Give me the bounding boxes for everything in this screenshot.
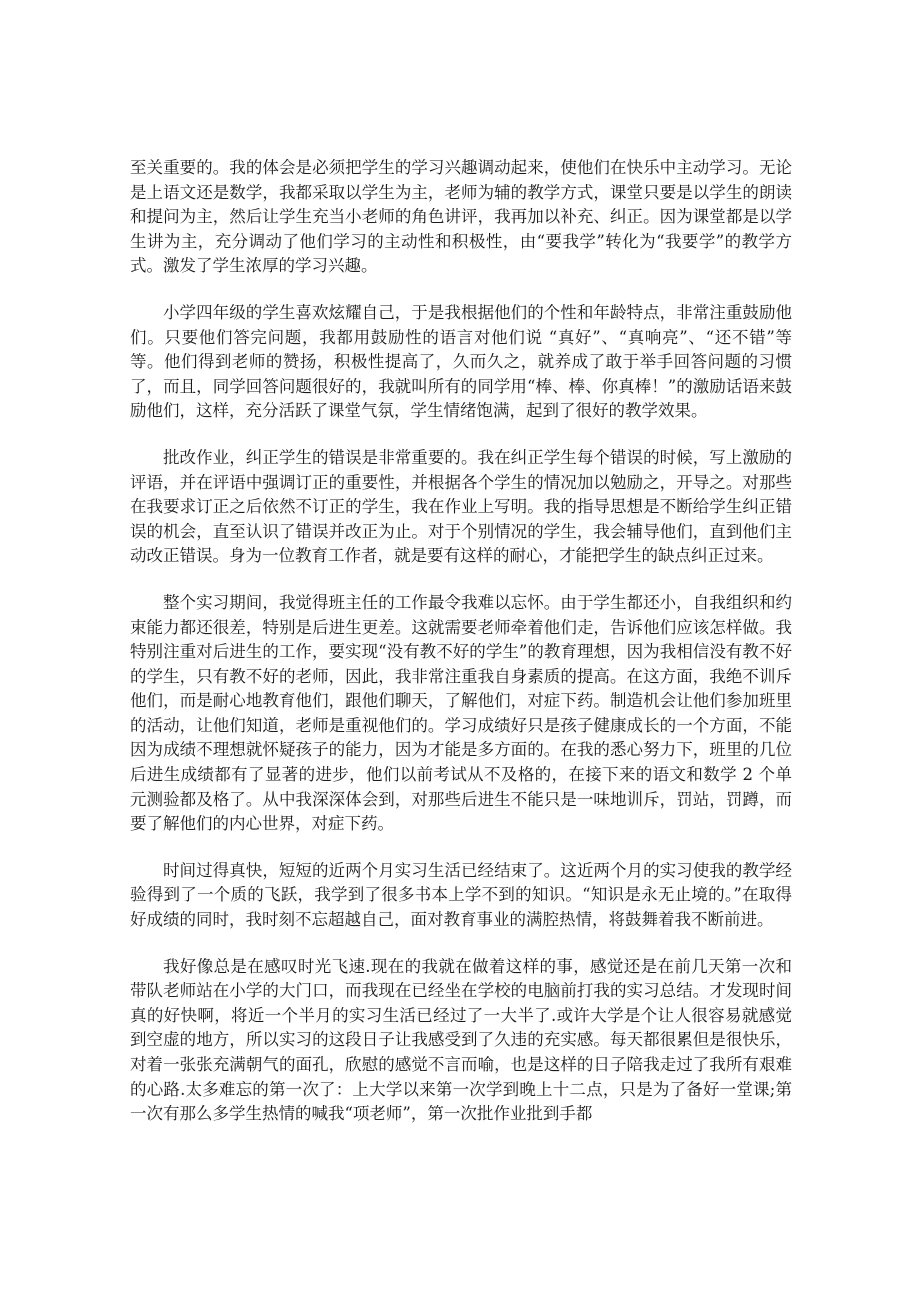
paragraph-4: 整个实习期间，我觉得班主任的工作最令我难以忘怀。由于学生都还小，自我组织和约束能力都还很差，特别是后进生更差。这就需要老师牵着他们走，告诉他们应该怎样做。我特别注重对后进生的工作，要实现“没有教不好的学生”的教育理想，因为我相信没有教不好的学生，只有教不好的老师，因此，我非常注重我自身素质的提高。在这方面，我绝不训斥他们，而是耐心地教育他们，跟他们聊天，了解他们，对症下药。制造机会让他们参加班里的活动，让他们知道，老师是重视他们的。学习成绩好只是孩子健康成长的一个方面，不能因为成绩不理想就怀疑孩子的能力，因为才能是多方面的。在我的悉心努力下，班里的几位后进生成绩都有了显著的进步，他们以前考试从不及格的，在接下来的语文和数学 2 个单元测验都及格了。从中我深深体会到，对那些后进生不能只是一味地训斥，罚站，罚蹲，而要了解他们的内心世界，对症下药。 bbox=[130, 592, 792, 834]
paragraph-3: 批改作业，纠正学生的错误是非常重要的。我在纠正学生每个错误的时候，写上激励的评语，并在评语中强调订正的重要性，并根据各个学生的情况加以勉励之，开导之。对那些在我要求订正之后依然不订正的学生，我在作业上写明。我的指导思想是不断给学生纠正错误的机会，直至认识了错误并改正为止。对于个别情况的学生，我会辅导他们，直到他们主动改正错误。身为一位教育工作者，就是要有这样的耐心，才能把学生的缺点纠正过来。 bbox=[130, 447, 792, 566]
document-page bbox=[130, 156, 792, 1149]
paragraph-6: 我好像总是在感叹时光飞速.现在的我就在做着这样的事，感觉还是在前几天第一次和带队老师站在小学的大门口，而我现在已经坐在学校的电脑前打我的实习总结。才发现时间真的好快啊，将近一个半月的实习生活已经过了一大半了.或许大学是个让人很容易就感觉到空虚的地方，所以实习的这段日子让我感受到了久违的充实感。每天都很累但是很快乐，对着一张张充满朝气的面孔，欣慰的感觉不言而喻，也是这样的日子陪我走过了我所有艰难的心路.太多难忘的第一次了：上大学以来第一次学到晚上十二点，只是为了备好一堂课;第一次有那么多学生热情的喊我“项老师”，第一次批作业批到手都 bbox=[130, 956, 792, 1124]
paragraph-5: 时间过得真快，短短的近两个月实习生活已经结束了。这近两个月的实习使我的教学经验得到了一个质的飞跃，我学到了很多书本上学不到的知识。“知识是永无止境的。”在取得好成绩的同时，我时刻不忘超越自己，面对教育事业的满腔热情，将鼓舞着我不断前进。 bbox=[130, 860, 792, 930]
paragraph-2: 小学四年级的学生喜欢炫耀自己，于是我根据他们的个性和年龄特点，非常注重鼓励他们。只要他们答完问题，我都用鼓励性的语言对他们说 “真好”、“真响亮”、“还不错”等等。他们得到老师的赞扬，积极性提高了，久而久之，就养成了敢于举手回答问题的习惯了，而且，同学回答问题很好的，我就叫所有的同学用“棒、棒、你真棒！”的激励话语来鼓励他们，这样，充分活跃了课堂气氛，学生情绪饱满，起到了很好的教学效果。 bbox=[130, 302, 792, 421]
paragraph-1: 至关重要的。我的体会是必须把学生的学习兴趣调动起来，使他们在快乐中主动学习。无论是上语文还是数学，我都采取以学生为主，老师为辅的教学方式，课堂只要是以学生的朗读和提问为主，然后让学生充当小老师的角色讲评，我再加以补充、纠正。因为课堂都是以学生讲为主，充分调动了他们学习的主动性和积极性，由“要我学”转化为“我要学”的教学方式。激发了学生浓厚的学习兴趣。 bbox=[130, 158, 792, 276]
